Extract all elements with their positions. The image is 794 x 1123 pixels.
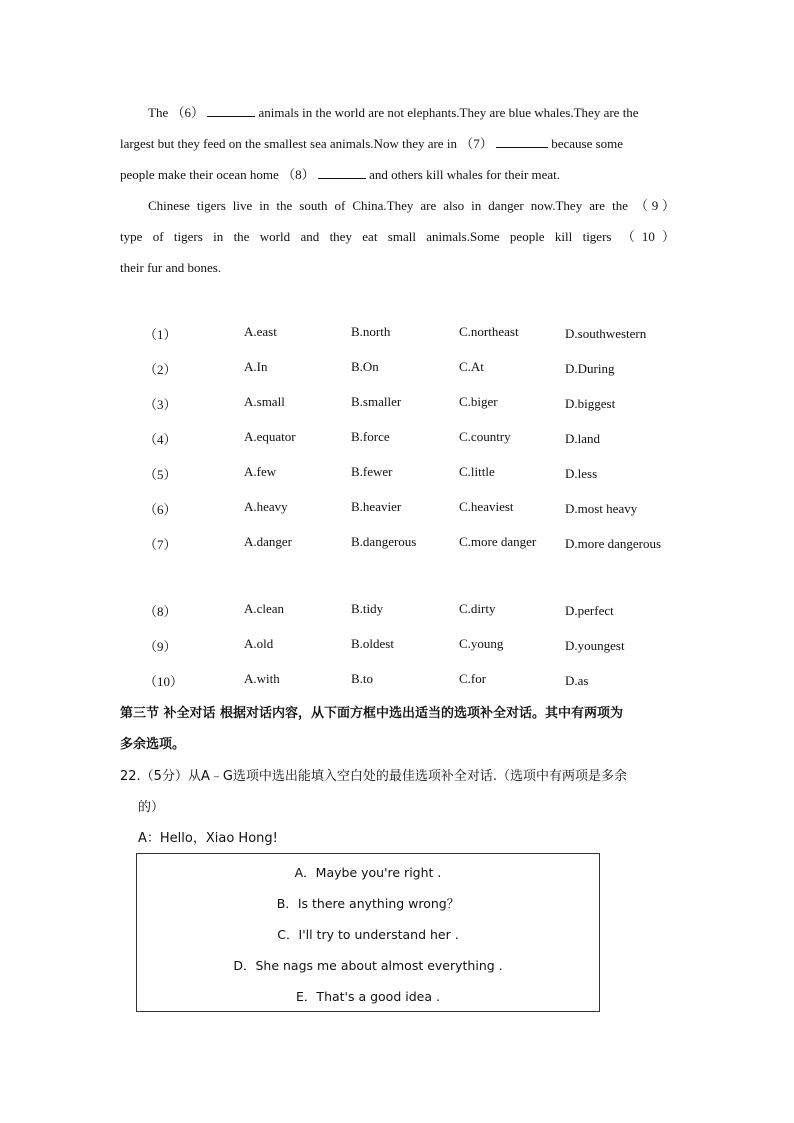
option-a: A.In: [244, 359, 268, 374]
option-b: B.force: [351, 429, 390, 444]
question-number: （9）: [144, 639, 177, 654]
question-number: （4）: [144, 432, 177, 447]
option-row: [120, 526, 680, 593]
question-number: （5）: [144, 467, 177, 482]
passage-paragraph-1: [120, 97, 675, 190]
option-row: [120, 421, 680, 456]
option-c: C.more danger: [459, 534, 537, 549]
passage-line: The （6） animals in the world are not elephants.They are blue whales.They are the: [148, 105, 639, 120]
passage-line: largest but they feed on the smallest sea animals.Now they are in （7） because some: [120, 136, 624, 151]
option-a: A.east: [244, 324, 277, 339]
option-d: D.perfect: [565, 603, 614, 618]
option-d: D.more dangerous: [565, 536, 662, 551]
question-number: （10）: [144, 674, 184, 689]
option-a: A.with: [244, 671, 280, 686]
choices-box: [136, 853, 600, 1012]
option-b: B.oldest: [351, 636, 394, 651]
answer-blank-6: [207, 104, 255, 117]
option-row: [120, 386, 680, 421]
option-row: [120, 456, 680, 491]
passage-line: their fur and bones.: [120, 260, 222, 275]
passage-line: type of tigers in the world and they eat small animals.Some people kill tigers （10）: [120, 229, 675, 244]
option-d: D.During: [565, 361, 615, 376]
option-c: C.little: [459, 464, 495, 479]
option-row: [120, 316, 680, 351]
passage-paragraph-2: [120, 190, 675, 283]
options-table: [120, 316, 680, 698]
question-number: （3）: [144, 397, 177, 412]
question-number: （7）: [144, 537, 177, 552]
question-22: [120, 761, 680, 823]
option-row: [120, 491, 680, 526]
option-b: B.dangerous: [351, 534, 417, 549]
option-c: C.young: [459, 636, 504, 651]
option-c: C.heaviest: [459, 499, 514, 514]
question-text: 22.（5分）从A﹣G选项中选出能填入空白处的最佳选项补全对话.（选项中有两项是多余: [120, 769, 628, 784]
option-d: D.southwestern: [565, 326, 647, 341]
option-b: B.north: [351, 324, 391, 339]
question-number: （1）: [144, 327, 177, 342]
option-row: [120, 628, 680, 663]
option-row: [120, 593, 680, 628]
option-row: [120, 663, 680, 698]
option-b: B.smaller: [351, 394, 402, 409]
answer-blank-7: [496, 135, 548, 148]
option-a: A.old: [244, 636, 274, 651]
option-d: D.land: [565, 431, 601, 446]
option-b: B.tidy: [351, 601, 384, 616]
option-c: C.At: [459, 359, 484, 374]
option-a: A.small: [244, 394, 285, 409]
option-d: D.less: [565, 466, 598, 481]
question-number: （6）: [144, 502, 177, 517]
answer-blank-8: [318, 166, 366, 179]
passage-line: people make their ocean home （8） and others kill whales for their meat.: [120, 167, 561, 182]
option-b: B.to: [351, 671, 374, 686]
option-c: C.country: [459, 429, 511, 444]
question-number: （2）: [144, 362, 177, 377]
option-c: C.biger: [459, 394, 498, 409]
option-c: C.for: [459, 671, 487, 686]
option-a: A.few: [244, 464, 277, 479]
option-b: B.On: [351, 359, 379, 374]
question-number: （8）: [144, 604, 177, 619]
option-d: D.most heavy: [565, 501, 638, 516]
option-d: D.as: [565, 673, 589, 688]
choice-item: A．Maybe you're right .: [294, 865, 442, 880]
question-text-continued: 的）: [138, 800, 165, 815]
option-b: B.fewer: [351, 464, 393, 479]
dialog-line-a: A：Hello，Xiao Hong!: [138, 831, 278, 846]
option-d: D.youngest: [565, 638, 625, 653]
choice-item: C．I'll try to understand her .: [277, 927, 459, 942]
passage-line: Chinese tigers live in the south of China.They are also in danger now.They are the （9）: [148, 198, 675, 213]
option-c: C.dirty: [459, 601, 496, 616]
section-heading: 第三节 补全对话 根据对话内容，从下面方框中选出适当的选项补全对话。其中有两项为 多余选项。: [120, 706, 624, 752]
option-a: A.heavy: [244, 499, 288, 514]
option-d: D.biggest: [565, 396, 616, 411]
option-c: C.northeast: [459, 324, 519, 339]
option-a: A.danger: [244, 534, 293, 549]
option-row: [120, 351, 680, 386]
option-a: A.clean: [244, 601, 285, 616]
option-a: A.equator: [244, 429, 296, 444]
choice-item: E．That's a good idea .: [296, 989, 440, 1004]
option-b: B.heavier: [351, 499, 402, 514]
choice-item: B．Is there anything wrong？: [276, 896, 460, 911]
choice-item: D．She nags me about almost everything .: [233, 958, 503, 973]
